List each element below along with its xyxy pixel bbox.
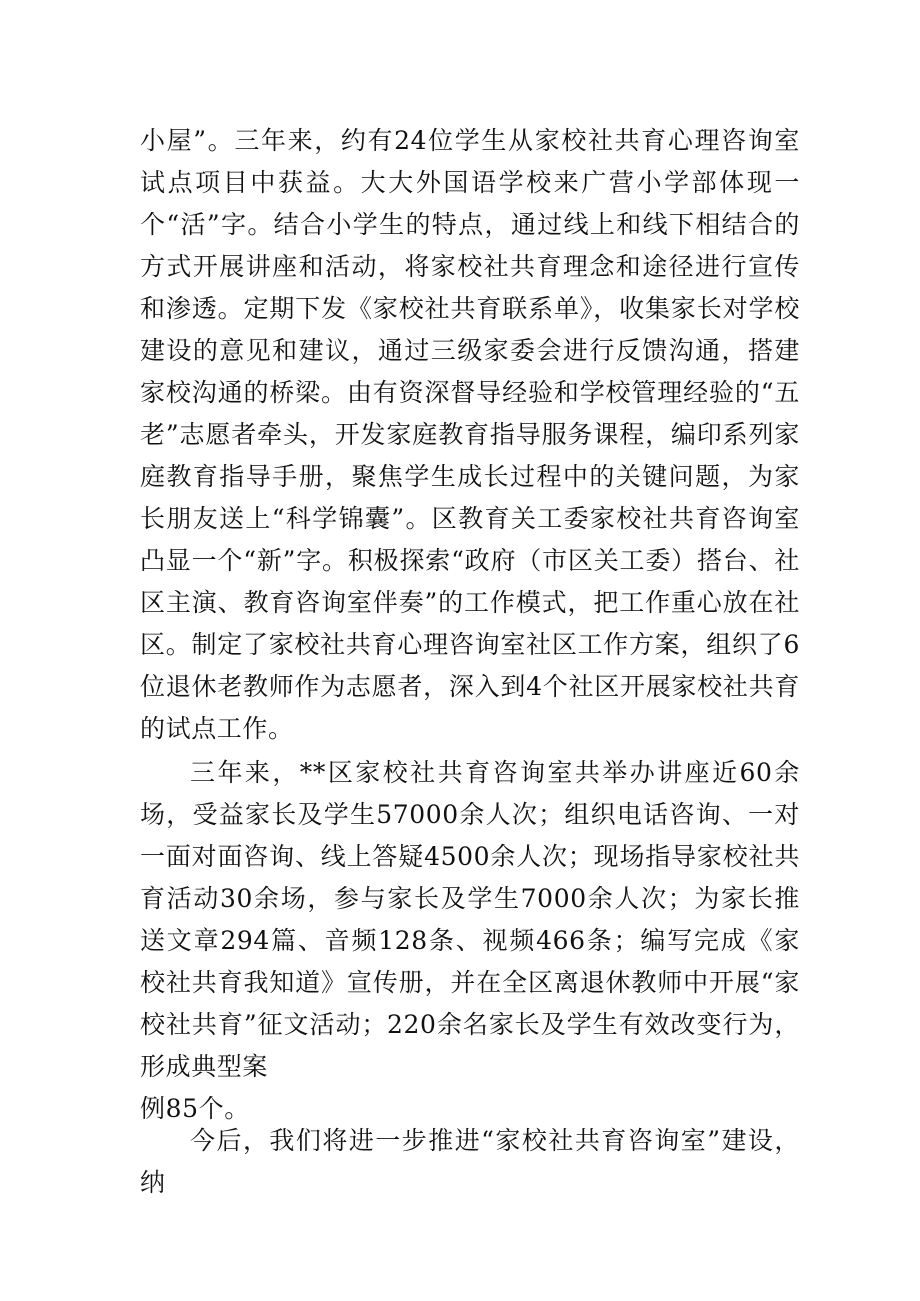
paragraph-2-body: 三年来，**区家校社共育咨询室共举办讲座近60余场，受益家长及学生57000余人次；组织电话咨询、一对一面对面咨询、线上答疑4500余人次；现场指导家校社共育活动30余场，参与家长及学生7000余人次；为家长推送文章294篇、音频128条、视频466条；编写完成《家校社共育我知道》宣传册，并在全区离退休教师中开展“家校社共育”征文活动；220余名家长及学生有效改变行为，形成典型案 — [140, 758, 800, 1081]
paragraph-2 — [140, 752, 800, 1130]
paragraph-2-tail: 例85个。 — [140, 1094, 250, 1123]
paragraph-1: 小屋”。三年来，约有24位学生从家校社共育心理咨询室试点项目中获益。大大外国语学校来广营小学部体现一个“活”字。结合小学生的特点，通过线上和线下相结合的方式开展讲座和活动，将家校社共育理念和途径进行宣传和渗透。定期下发《家校社共育联系单》，收集家长对学校建设的意见和建议，通过三级家委会进行反馈沟通，搭建家校沟通的桥梁。由有资深督导经验和学校管理经验的“五老”志愿者牵头，开发家庭教育指导服务课程，编印系列家庭教育指导手册，聚焦学生成长过程中的关键问题，为家长朋友送上“科学锦囊”。区教育关工委家校社共育咨询室凸显一个“新”字。积极探索“政府（市区关工委）搭台、社区主演、教育咨询室伴奏”的工作模式，把工作重心放在社区。制定了家校社共育心理咨询室社区工作方案，组织了6位退休老教师作为志愿者，深入到4个社区开展家校社共育的试点工作。 — [140, 126, 800, 743]
paragraph-3: 今后，我们将进一步推进“家校社共育咨询室”建设，纳 — [140, 1126, 800, 1197]
